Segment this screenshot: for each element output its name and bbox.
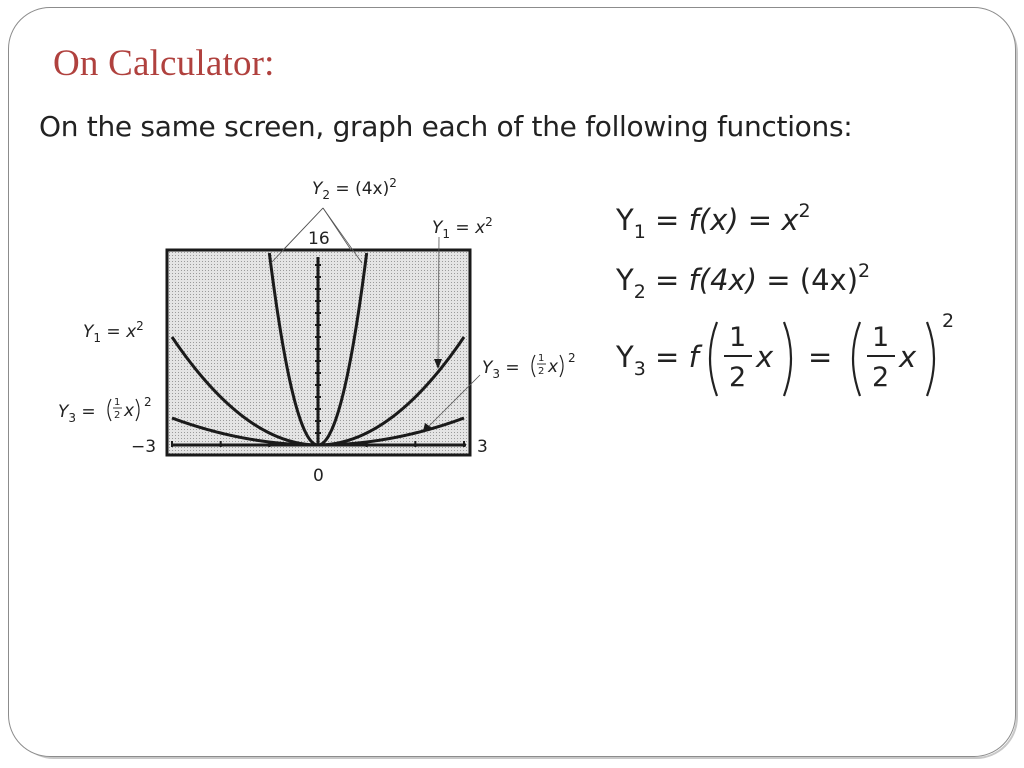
- svg-text:x: x: [899, 340, 917, 374]
- equation-y3: [615, 310, 954, 396]
- svg-text:Y3 =: $Y_3$ =: [482, 358, 520, 381]
- svg-text:2: 2: [538, 366, 545, 377]
- svg-text:Y3 =: $Y_3$ =: [58, 402, 96, 425]
- svg-text:x: x: [756, 340, 774, 374]
- svg-text:2: 2: [568, 351, 576, 365]
- svg-text:1: 1: [729, 322, 747, 353]
- svg-text:2: 2: [729, 362, 747, 393]
- window-ymin-label: 0: [313, 466, 324, 486]
- callout-y1-left: $Y_1 = x^2$: [83, 319, 144, 345]
- svg-text:=: =: [808, 340, 833, 374]
- window-xmax-label: 3: [477, 437, 488, 457]
- svg-text:Y2 = (4x)2: $Y_2 = (4x)^2$: [312, 176, 397, 202]
- window-xmin-label: −3: [131, 437, 157, 457]
- svg-text:Y1 = x2: $Y_1 = x^2$: [432, 215, 493, 241]
- svg-text:2: 2: [872, 362, 890, 393]
- slide-title: On Calculator:: [53, 43, 275, 84]
- function-equations: [600, 190, 1000, 420]
- slide-subtitle: On the same screen, graph each of the following functions:: [39, 110, 853, 143]
- svg-text:x: x: [124, 401, 135, 421]
- equation-y2: $Y_2 = f(4x) = (4x)^2$: [616, 260, 871, 303]
- svg-text:2: 2: [144, 395, 152, 409]
- window-ymax-label: 16: [308, 229, 330, 249]
- svg-text:1: 1: [538, 353, 545, 364]
- equation-y1: $Y_1 = f(x) = x^2$: [616, 200, 811, 243]
- svg-text:1: 1: [872, 322, 890, 353]
- svg-text:2: 2: [114, 410, 121, 421]
- svg-text:Y3 = f: $Y_3 = f$: [616, 340, 699, 380]
- callout-y3-left: [58, 395, 152, 425]
- calculator-graph: [40, 165, 600, 505]
- svg-text:x: x: [548, 357, 559, 377]
- svg-text:1: 1: [114, 397, 121, 408]
- svg-text:2: 2: [942, 310, 955, 332]
